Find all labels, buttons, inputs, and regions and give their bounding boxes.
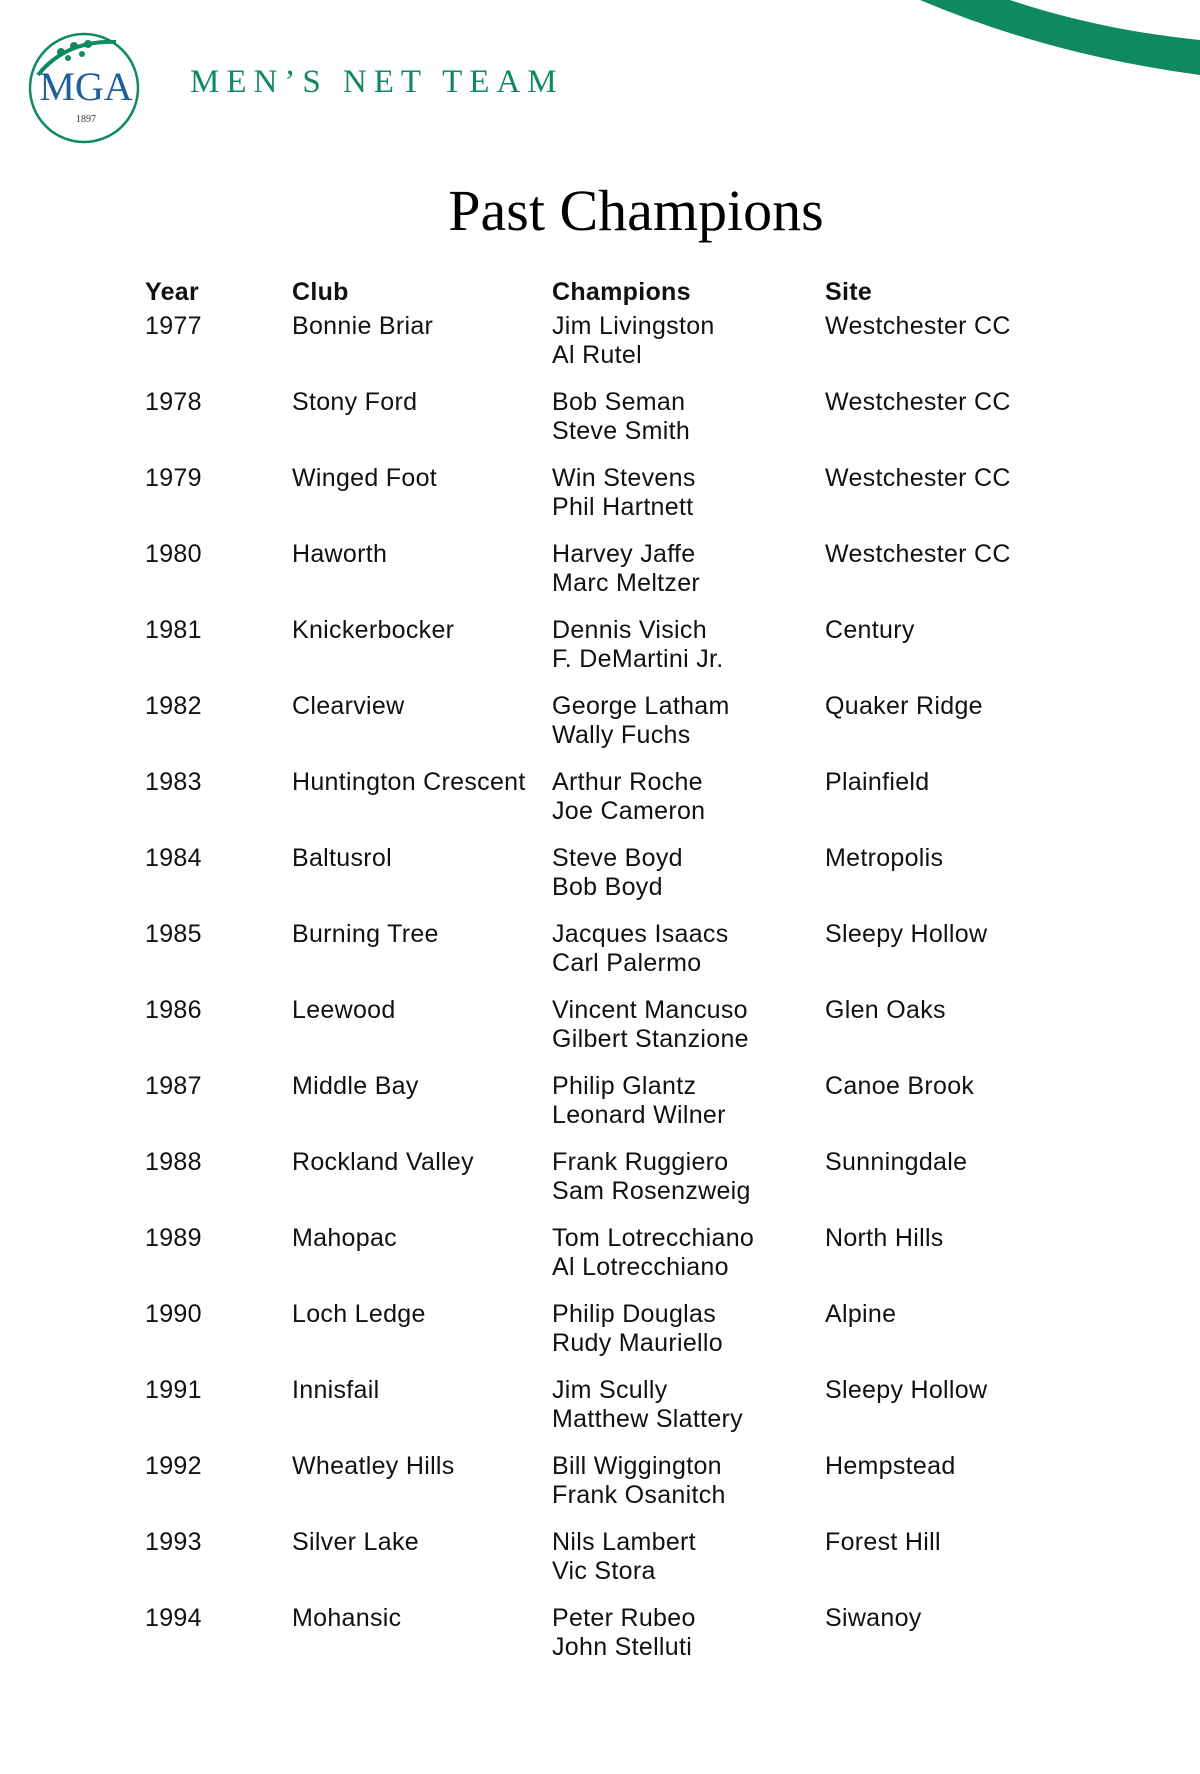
cell-site: Alpine [825, 1300, 897, 1328]
table-body [145, 312, 1085, 1680]
header-site: Site [825, 278, 873, 306]
table-row [145, 1528, 1085, 1604]
table-row [145, 540, 1085, 616]
cell-club: Mohansic [292, 1604, 402, 1632]
champion-name: Jim Scully [552, 1376, 668, 1404]
table-row [145, 388, 1085, 464]
table-row [145, 1148, 1085, 1224]
cell-champions [552, 312, 825, 388]
cell-club: Silver Lake [292, 1528, 419, 1556]
cell-club: Haworth [292, 540, 388, 568]
cell-club: Stony Ford [292, 388, 418, 416]
cell-champions [552, 464, 825, 540]
cell-year: 1985 [145, 920, 202, 948]
cell-club: Clearview [292, 692, 405, 720]
table-row [145, 464, 1085, 540]
champion-name: Philip Glantz [552, 1072, 697, 1100]
champion-name: Gilbert Stanzione [552, 1025, 749, 1053]
cell-year: 1979 [145, 464, 202, 492]
table-row [145, 1604, 1085, 1680]
champion-name: Rudy Mauriello [552, 1329, 723, 1357]
cell-champions [552, 996, 825, 1072]
cell-club: Winged Foot [292, 464, 438, 492]
cell-site: Hempstead [825, 1452, 956, 1480]
cell-champions [552, 1528, 825, 1604]
champion-name: Sam Rosenzweig [552, 1177, 751, 1205]
cell-site: Metropolis [825, 844, 944, 872]
cell-champions [552, 692, 825, 768]
champion-name: Al Rutel [552, 341, 642, 369]
cell-site: Forest Hill [825, 1528, 941, 1556]
champion-name: Steve Boyd [552, 844, 683, 872]
champion-name: Jacques Isaacs [552, 920, 729, 948]
cell-champions [552, 768, 825, 844]
cell-champions [552, 388, 825, 464]
cell-year: 1983 [145, 768, 202, 796]
header-champions: Champions [552, 278, 691, 306]
table-row [145, 616, 1085, 692]
cell-club: Loch Ledge [292, 1300, 426, 1328]
cell-year: 1981 [145, 616, 202, 644]
table-row [145, 692, 1085, 768]
champion-name: George Latham [552, 692, 730, 720]
champion-name: Arthur Roche [552, 768, 703, 796]
cell-site: Sleepy Hollow [825, 920, 988, 948]
champion-name: F. DeMartini Jr. [552, 645, 724, 673]
cell-club: Huntington Crescent [292, 768, 526, 796]
cell-year: 1988 [145, 1148, 202, 1176]
champion-name: Frank Ruggiero [552, 1148, 729, 1176]
cell-year: 1977 [145, 312, 202, 340]
cell-site: North Hills [825, 1224, 944, 1252]
cell-champions [552, 1148, 825, 1224]
champion-name: Win Stevens [552, 464, 696, 492]
cell-site: Sleepy Hollow [825, 1376, 988, 1404]
cell-champions [552, 1604, 825, 1680]
champion-name: Tom Lotrecchiano [552, 1224, 755, 1252]
cell-champions [552, 1300, 825, 1376]
cell-club: Leewood [292, 996, 396, 1024]
champion-name: Vincent Mancuso [552, 996, 748, 1024]
cell-club: Knickerbocker [292, 616, 455, 644]
table-row [145, 312, 1085, 388]
champion-name: Joe Cameron [552, 797, 706, 825]
champion-name: Carl Palermo [552, 949, 702, 977]
page-title: Past Champions [448, 178, 824, 243]
cell-champions [552, 920, 825, 996]
cell-year: 1982 [145, 692, 202, 720]
cell-year: 1990 [145, 1300, 202, 1328]
logo-text: MGA [39, 64, 133, 109]
champion-name: Harvey Jaffe [552, 540, 696, 568]
champion-name: Matthew Slattery [552, 1405, 743, 1433]
corner-swoosh-decoration [900, 0, 1200, 90]
champion-name: Steve Smith [552, 417, 691, 445]
cell-club: Mahopac [292, 1224, 397, 1252]
champion-name: Leonard Wilner [552, 1101, 726, 1129]
table-row [145, 1072, 1085, 1148]
cell-club: Baltusrol [292, 844, 392, 872]
table-row [145, 844, 1085, 920]
cell-club: Burning Tree [292, 920, 439, 948]
champion-name: Wally Fuchs [552, 721, 691, 749]
brand-title: MEN’S NET TEAM [190, 64, 564, 100]
cell-champions [552, 844, 825, 920]
mga-logo [26, 30, 146, 145]
cell-year: 1978 [145, 388, 202, 416]
cell-site: Westchester CC [825, 388, 1011, 416]
champion-name: Phil Hartnett [552, 493, 694, 521]
cell-year: 1986 [145, 996, 202, 1024]
champion-name: Bill Wiggington [552, 1452, 722, 1480]
champion-name: Frank Osanitch [552, 1481, 726, 1509]
table-row [145, 996, 1085, 1072]
champion-name: Marc Meltzer [552, 569, 701, 597]
cell-site: Glen Oaks [825, 996, 946, 1024]
champion-name: Dennis Visich [552, 616, 707, 644]
cell-year: 1994 [145, 1604, 202, 1632]
cell-year: 1984 [145, 844, 202, 872]
cell-year: 1989 [145, 1224, 202, 1252]
header-year: Year [145, 278, 200, 306]
champion-name: Nils Lambert [552, 1528, 696, 1556]
champion-name: Bob Seman [552, 388, 686, 416]
cell-champions [552, 1452, 825, 1528]
champion-name: John Stelluti [552, 1633, 693, 1661]
champions-table [145, 278, 1085, 1680]
cell-year: 1987 [145, 1072, 202, 1100]
champion-name: Philip Douglas [552, 1300, 717, 1328]
table-row [145, 1452, 1085, 1528]
cell-year: 1991 [145, 1376, 202, 1404]
cell-club: Bonnie Briar [292, 312, 434, 340]
cell-club: Wheatley Hills [292, 1452, 455, 1480]
cell-site: Quaker Ridge [825, 692, 983, 720]
cell-site: Westchester CC [825, 540, 1011, 568]
cell-year: 1993 [145, 1528, 202, 1556]
cell-year: 1980 [145, 540, 202, 568]
cell-year: 1992 [145, 1452, 202, 1480]
cell-site: Westchester CC [825, 312, 1011, 340]
header-club: Club [292, 278, 349, 306]
table-row [145, 768, 1085, 844]
cell-site: Plainfield [825, 768, 930, 796]
table-row [145, 1376, 1085, 1452]
cell-club: Innisfail [292, 1376, 380, 1404]
champion-name: Jim Livingston [552, 312, 715, 340]
champion-name: Al Lotrecchiano [552, 1253, 729, 1281]
champion-name: Vic Stora [552, 1557, 656, 1585]
table-row [145, 1224, 1085, 1300]
cell-champions [552, 540, 825, 616]
logo-year: 1897 [76, 114, 96, 125]
cell-champions [552, 616, 825, 692]
cell-site: Canoe Brook [825, 1072, 975, 1100]
table-header-row [145, 278, 1085, 312]
cell-site: Siwanoy [825, 1604, 922, 1632]
champion-name: Bob Boyd [552, 873, 663, 901]
cell-champions [552, 1224, 825, 1300]
table-row [145, 920, 1085, 996]
cell-site: Century [825, 616, 915, 644]
cell-champions [552, 1376, 825, 1452]
cell-site: Sunningdale [825, 1148, 968, 1176]
cell-club: Middle Bay [292, 1072, 419, 1100]
champion-name: Peter Rubeo [552, 1604, 696, 1632]
cell-site: Westchester CC [825, 464, 1011, 492]
cell-champions [552, 1072, 825, 1148]
table-row [145, 1300, 1085, 1376]
cell-club: Rockland Valley [292, 1148, 474, 1176]
